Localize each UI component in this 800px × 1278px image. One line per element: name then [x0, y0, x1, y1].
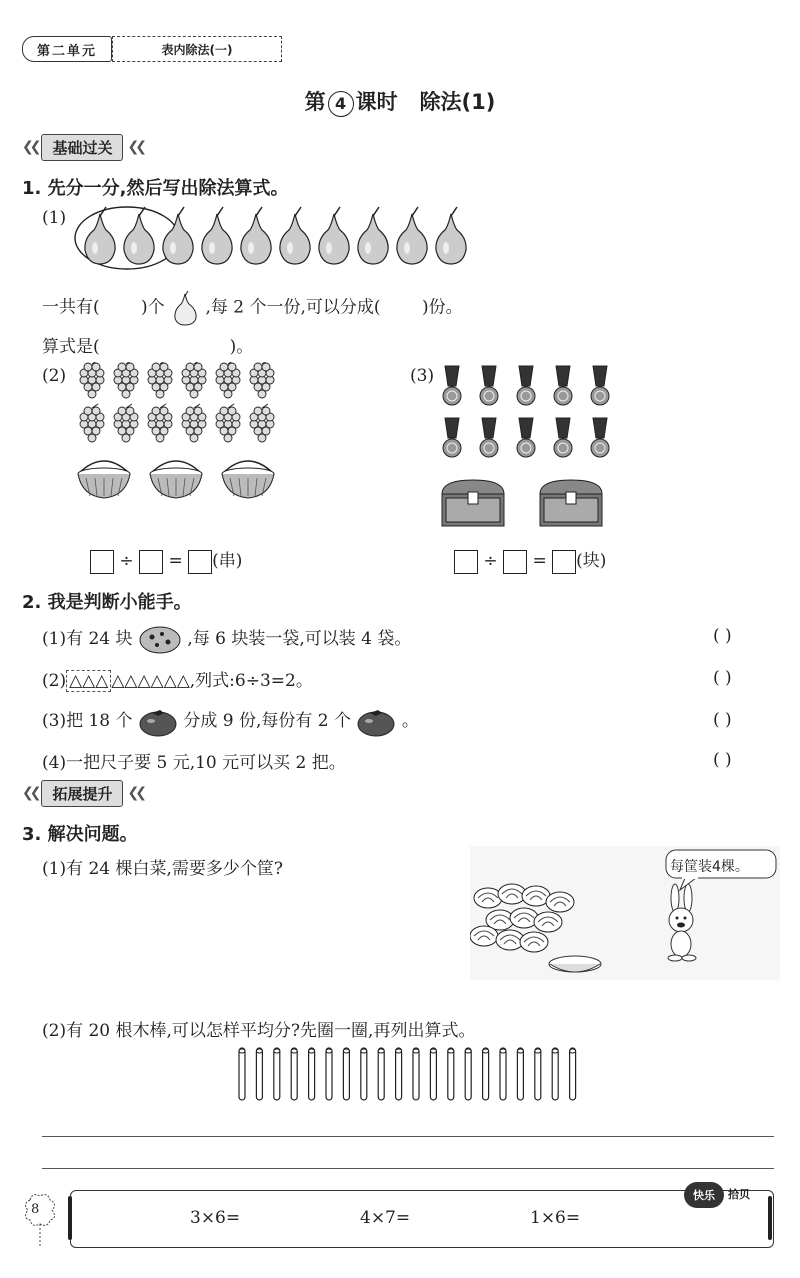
logo-badge: 快乐 [684, 1182, 724, 1208]
cabbage-icon [510, 908, 538, 928]
answer-paren-3[interactable]: ( ) [713, 710, 732, 730]
oral-calc-box [70, 1190, 774, 1248]
q2-item4: (4)一把尺子要 5 元,10 元可以买 2 把。 [42, 753, 346, 773]
q2-item2: (2) △△△ △△△△△△,列式:6÷3=2。 [42, 671, 313, 691]
medal-icon [554, 418, 572, 457]
medal-icon [591, 418, 609, 457]
grape-icon [148, 404, 172, 442]
grapes-baskets-image [76, 362, 286, 507]
bubble-text: 每筐装4棵。 [670, 859, 749, 875]
q1-part3-label: (3) [410, 366, 435, 386]
pears-image [72, 204, 482, 274]
stick-icon [274, 1048, 280, 1100]
stick-icon [465, 1048, 471, 1100]
answer-paren-2[interactable]: ( ) [713, 668, 732, 688]
cabbage-icon [534, 912, 562, 932]
medal-icon [443, 366, 461, 405]
pear-icon [124, 207, 154, 264]
q2-title: 2. 我是判断小能手。 [22, 592, 192, 613]
pear-icon [319, 207, 349, 264]
stick-icon [239, 1048, 245, 1100]
medal-icon [443, 418, 461, 457]
stick-icon [309, 1048, 315, 1100]
stick-icon [483, 1048, 489, 1100]
q1-part3-equation: ÷ = (块) [454, 546, 606, 574]
basket-icon [150, 461, 202, 498]
grape-icon [80, 404, 104, 442]
q1-line2: 算式是( )。 [42, 337, 254, 357]
cabbage-icon [546, 892, 574, 912]
q3-title: 3. 解决问题。 [22, 824, 138, 845]
cabbage-icon [520, 932, 548, 952]
medal-icon [554, 366, 572, 405]
q2-item3: (3)把 18 个 分成 9 份,每份有 2 个 。 [42, 706, 419, 737]
stick-icon [396, 1048, 402, 1100]
q2-item1: (1)有 24 块 ,每 6 块装一袋,可以装 4 袋。 [42, 624, 411, 655]
pear-icon [202, 207, 232, 264]
answer-line-2[interactable] [42, 1168, 774, 1169]
logo-text: 拾贝 [728, 1188, 750, 1201]
pear-icon [163, 207, 193, 264]
grape-icon [114, 404, 138, 442]
medal-icon [480, 418, 498, 457]
unit-tag: 第二单元 [22, 36, 112, 62]
medals-chests-image [436, 362, 616, 532]
stick-icon [343, 1048, 349, 1100]
pear-icon [280, 207, 310, 264]
q1-line1: 一共有( )个 ,每 2 个一份,可以分成( )份。 [42, 290, 463, 326]
medal-icon [480, 366, 498, 405]
grape-icon [250, 362, 274, 398]
grape-icon [80, 362, 104, 398]
calc-3: 1×6= [530, 1208, 581, 1228]
grape-icon [182, 404, 206, 442]
sticks-image [236, 1044, 590, 1104]
answer-paren-4[interactable]: ( ) [713, 750, 732, 770]
unit-subtitle: 表内除法(一) [112, 36, 282, 62]
cabbage-icon [470, 926, 498, 946]
grape-icon [216, 362, 240, 398]
grape-icon [250, 404, 274, 442]
page-number: 8 [31, 1202, 40, 1217]
cabbage-icon [474, 888, 502, 908]
q1-part2-label: (2) [42, 366, 67, 386]
stick-icon [570, 1048, 576, 1100]
stick-icon [413, 1048, 419, 1100]
treasure-chest-icon [540, 480, 602, 526]
page-number-flower [20, 1190, 64, 1250]
stick-icon [448, 1048, 454, 1100]
pear-icon [85, 207, 115, 264]
medal-icon [517, 418, 535, 457]
stick-icon [535, 1048, 541, 1100]
stick-icon [291, 1048, 297, 1100]
stick-icon [517, 1048, 523, 1100]
section-banner-basic: ❮❮ 基础过关 ❮❮ [22, 134, 143, 160]
q3-part1: (1)有 24 棵白菜,需要多少个筐? [42, 859, 284, 879]
pear-icon [358, 207, 388, 264]
q1-title: 1. 先分一分,然后写出除法算式。 [22, 178, 289, 199]
stick-icon [361, 1048, 367, 1100]
calc-2: 4×7= [360, 1208, 411, 1228]
stick-icon [552, 1048, 558, 1100]
pear-icon [241, 207, 271, 264]
cookie-icon [138, 625, 182, 655]
q1-part2-equation: ÷ = (串) [90, 546, 242, 574]
pear-icon [170, 290, 200, 326]
grape-icon [148, 362, 172, 398]
stick-icon [256, 1048, 262, 1100]
pear-icon [436, 207, 466, 264]
stick-icon [430, 1048, 436, 1100]
pear-icon [397, 207, 427, 264]
answer-line-1[interactable] [42, 1136, 774, 1137]
stick-icon [378, 1048, 384, 1100]
section-banner-extend: ❮❮ 拓展提升 ❮❮ [22, 780, 143, 806]
answer-paren-1[interactable]: ( ) [713, 626, 732, 646]
stick-icon [326, 1048, 332, 1100]
grape-icon [182, 362, 206, 398]
medal-icon [591, 366, 609, 405]
grape-icon [114, 362, 138, 398]
treasure-chest-icon [442, 480, 504, 526]
tomato-icon [356, 707, 396, 737]
lesson-title: 第 4 课时 除法(1) [0, 86, 800, 117]
basket-icon [222, 461, 274, 498]
stick-icon [500, 1048, 506, 1100]
q1-part1-label: (1) [42, 208, 67, 228]
calc-1: 3×6= [190, 1208, 241, 1228]
medal-icon [517, 366, 535, 405]
tomato-icon [138, 707, 178, 737]
basket-icon [78, 461, 130, 498]
q3-part2: (2)有 20 根木棒,可以怎样平均分?先圈一圈,再列出算式。 [42, 1021, 476, 1041]
grape-icon [216, 404, 240, 442]
